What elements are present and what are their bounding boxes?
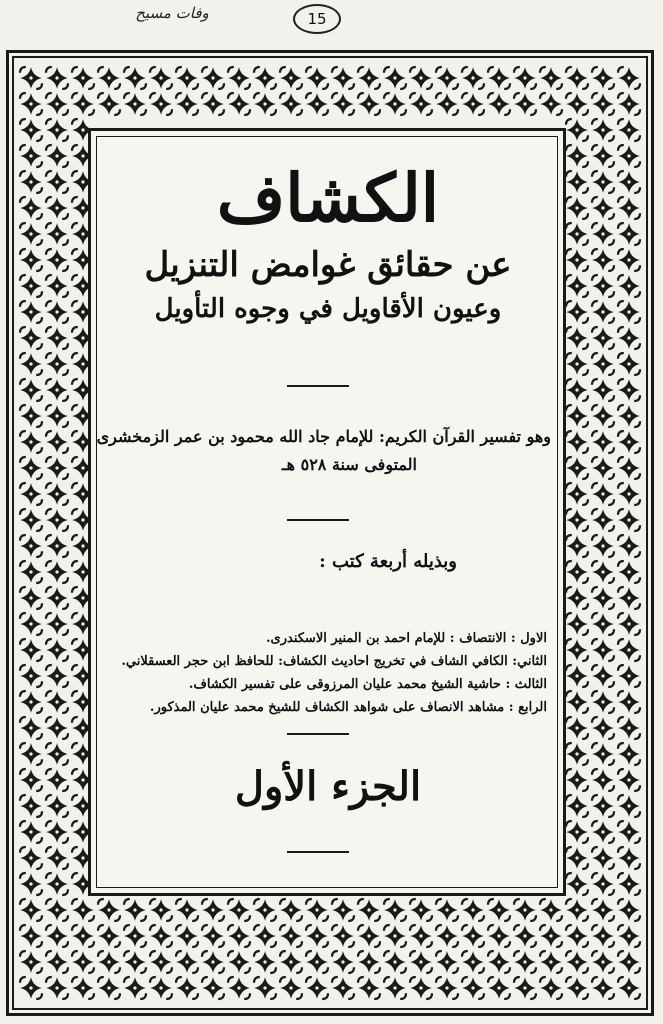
book-subtitle-line1: عن حقائق غوامض التنزيل <box>144 245 512 285</box>
appendix-book-1: الاول : الانتصاف : للإمام احمد بن المنير الاسكندرى. <box>266 631 547 646</box>
description-line1: وهو تفسير القرآن الكريم: للإمام جاد الله محمود بن عمر الزمخشرى <box>96 427 551 446</box>
title-panel <box>96 136 558 888</box>
description-line2: المتوفى سنة ٥٢٨ هـ <box>281 455 417 474</box>
divider-4 <box>287 851 349 853</box>
appendix-book-2: الثاني: الكافي الشاف في تخريج احاديث الكشاف: للحافظ ابن حجر العسقلاني. <box>121 654 547 669</box>
appendix-book-3: الثالث : حاشية الشيخ محمد عليان المرزوقى على تفسير الكشاف. <box>188 677 547 692</box>
appendix-heading: وبذيله أربعة كتب : <box>319 551 457 572</box>
appendix-book-list <box>99 627 547 719</box>
divider-3 <box>287 733 349 735</box>
page-number-circle: 15 <box>293 4 341 34</box>
handwritten-note: وفات مسيح <box>135 4 209 22</box>
divider-2 <box>287 519 349 521</box>
book-subtitle-line2: وعيون الأقاويل في وجوه التأويل <box>154 294 502 324</box>
appendix-book-4: الرابع : مشاهد الانصاف على شواهد الكشاف للشيخ محمد عليان المذكور. <box>149 700 547 715</box>
volume-label: الجزء الأول <box>234 763 422 810</box>
book-title: الكشاف <box>216 159 440 237</box>
divider-1 <box>287 385 349 387</box>
